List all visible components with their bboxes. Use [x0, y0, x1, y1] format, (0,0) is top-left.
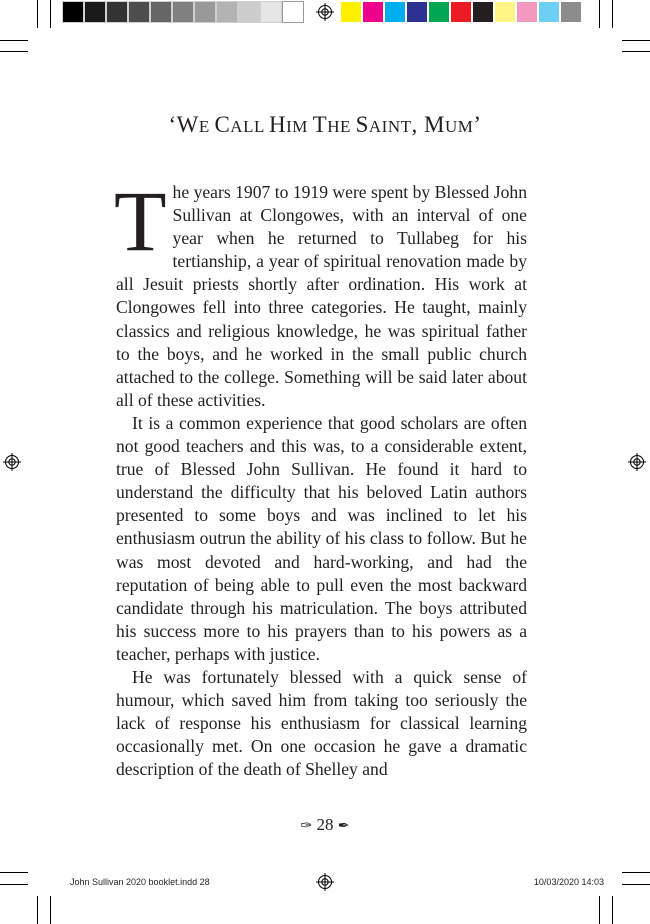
title-segment: ‘W — [168, 112, 199, 137]
crop-mark — [599, 896, 600, 924]
slug-filename: John Sullivan 2020 booklet.indd 28 — [70, 877, 210, 887]
color-swatch — [560, 1, 582, 23]
color-swatch — [494, 1, 516, 23]
registration-mark-icon — [316, 3, 334, 21]
page-number-folio — [0, 815, 650, 835]
color-swatch — [362, 1, 384, 23]
body-text — [114, 173, 527, 781]
paragraph-1-text: he years 1907 to 1919 were spent by Blessed John Sullivan at Clongowes, with an interval of one year when he returned to Tullabeg for his tertianship, a year of spiritual renovation made by all Jesuit priests shortly after ordination. His work at Clongowes fell into three categories. He taught, mainly classics and religious knowledge, he was spiritual father to the boys, and he worked in the small public church attached to the college. Something will be said later about all of these activities. — [116, 182, 527, 410]
title-segment: IM — [286, 117, 313, 136]
crop-mark — [622, 40, 650, 41]
paragraph-1 — [114, 173, 527, 412]
crop-mark — [612, 896, 613, 924]
color-swatch — [340, 1, 362, 23]
registration-mark-icon — [316, 873, 334, 891]
registration-mark-icon — [628, 453, 646, 471]
color-swatch — [538, 1, 560, 23]
crop-mark — [622, 872, 650, 873]
gray-swatch — [128, 1, 150, 23]
crop-mark — [622, 51, 650, 52]
color-swatch — [472, 1, 494, 23]
gray-swatch — [84, 1, 106, 23]
gray-swatch — [194, 1, 216, 23]
gray-swatch — [172, 1, 194, 23]
chapter-title — [0, 112, 650, 138]
ornament-left-icon: ✑ — [300, 819, 313, 834]
ornament-right-icon: ✒ — [337, 819, 350, 834]
gray-swatch — [216, 1, 238, 23]
page-number: 28 — [316, 815, 334, 834]
title-segment: C — [214, 112, 231, 137]
crop-mark — [50, 0, 51, 28]
crop-mark — [612, 0, 613, 28]
crop-mark — [622, 884, 650, 885]
color-swatch — [428, 1, 450, 23]
drop-cap: T — [114, 173, 167, 269]
title-segment: ALL — [230, 117, 269, 136]
grayscale-color-bar — [62, 1, 304, 23]
crop-mark — [37, 0, 38, 28]
gray-swatch — [282, 1, 304, 23]
title-segment: UM — [444, 117, 474, 136]
color-swatch — [516, 1, 538, 23]
color-swatch — [406, 1, 428, 23]
title-segment: , M — [411, 112, 445, 137]
title-segment: ’ — [473, 112, 482, 137]
crop-mark — [0, 884, 28, 885]
paragraph-2: It is a common experience that good scholars are often not good teachers and this was, to a considerable extent, true of Blessed John Sullivan. He found it hard to understand the difficulty that his beloved Latin authors presented to some boys and was inclined to let his enthusiasm outrun the ability of his class to follow. But he was most devoted and hard-working, and had the reputation of being able to pull even the most backward candidate through his matriculation. The boys attributed his success more to his prayers than to his powers as a teacher, perhaps with justice. — [116, 412, 527, 664]
crop-mark — [0, 872, 28, 873]
gray-swatch — [106, 1, 128, 23]
color-swatch — [450, 1, 472, 23]
crop-mark — [50, 896, 51, 924]
title-segment: AINT — [368, 117, 412, 136]
paragraph-3: He was fortunately blessed with a quick sense of humour, which saved him from taking too seriously the lack of response his enthusiasm for classical learning occasionally met. On one occasion he gave a dramatic description of the death of Shelley and — [116, 666, 527, 780]
slug-datetime: 10/03/2020 14:03 — [533, 877, 604, 887]
title-segment: H — [268, 112, 287, 137]
gray-swatch — [150, 1, 172, 23]
crop-mark — [0, 51, 28, 52]
title-segment: T — [312, 112, 328, 137]
title-segment: E — [198, 117, 215, 136]
process-color-bar — [340, 1, 582, 23]
crop-mark — [0, 40, 28, 41]
crop-mark — [599, 0, 600, 28]
crop-mark — [37, 896, 38, 924]
gray-swatch — [260, 1, 282, 23]
title-segment: HE — [327, 117, 356, 136]
gray-swatch — [238, 1, 260, 23]
title-segment: S — [355, 112, 369, 137]
color-swatch — [384, 1, 406, 23]
registration-mark-icon — [3, 453, 21, 471]
gray-swatch — [62, 1, 84, 23]
